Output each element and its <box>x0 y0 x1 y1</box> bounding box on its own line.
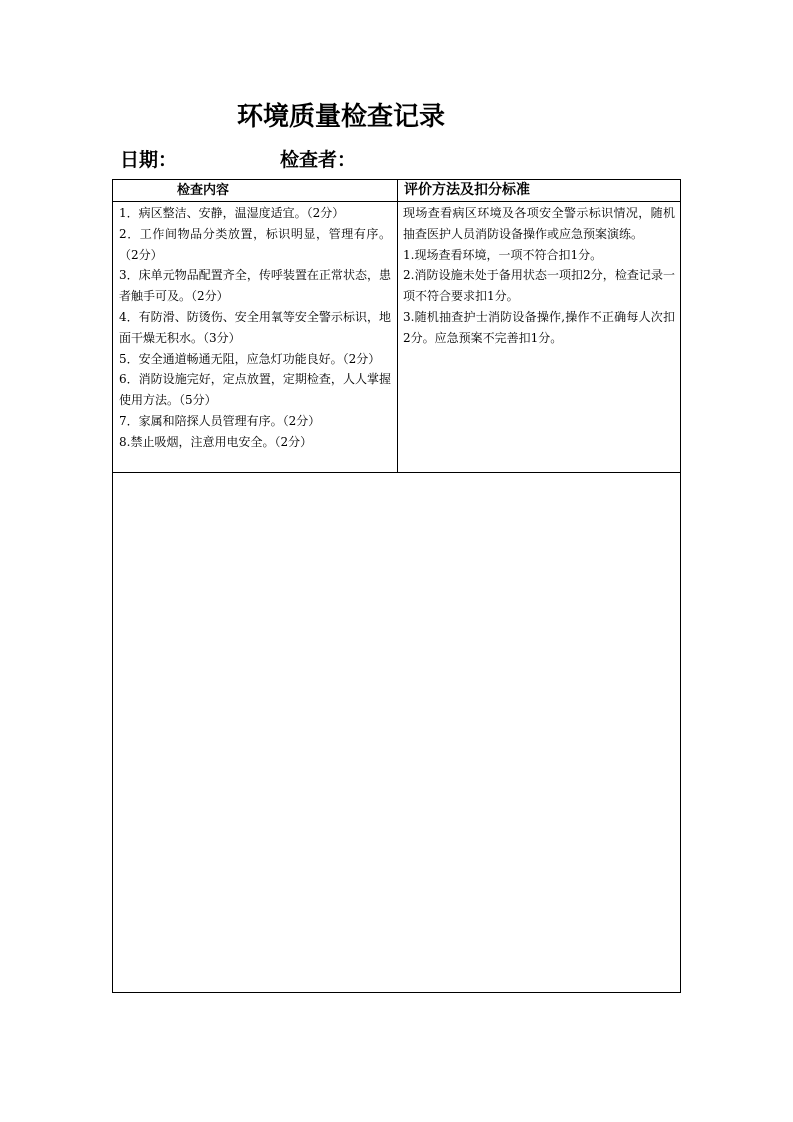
criteria-item: 3.随机抽查护士消防设备操作,操作不正确每人次扣2分。应急预案不完善扣1分。 <box>403 309 675 345</box>
content-item: 1．病区整洁、安静，温湿度适宜。（2分） <box>119 206 345 220</box>
blank-record-area <box>113 473 680 992</box>
header-criteria: 评价方法及扣分标准 <box>404 182 530 198</box>
criteria-item: 现场查看病区环境及各项安全警示标识情况，随机抽查医护人员消防设备操作或应急预案演练。 <box>403 206 675 241</box>
content-item: 8.禁止吸烟，注意用电安全。（2分） <box>119 434 313 449</box>
criteria-item: 1.现场查看环境，一项不符合扣1分。 <box>403 247 603 262</box>
content-cell <box>119 203 391 453</box>
inspection-table <box>112 179 681 993</box>
content-item: 6．消防设施完好，定点放置，定期检查，人人掌握使用方法。（5分） <box>119 372 391 408</box>
document-title: 环境质量检查记录 <box>237 102 446 132</box>
date-label: 日期： <box>120 149 178 171</box>
content-item: 4．有防滑、防烫伤、安全用氧等安全警示标识，地面干燥无积水。（3分） <box>119 309 391 345</box>
criteria-cell <box>403 203 675 349</box>
content-item: 3．床单元物品配置齐全，传呼装置在正常状态，患者触手可及。（2分） <box>119 268 391 304</box>
content-item: 7．家属和陪探人员管理有序。（2分） <box>119 413 321 428</box>
header-content: 检查内容 <box>177 183 230 198</box>
inspector-label: 检查者： <box>280 149 357 171</box>
content-item: 5．安全通道畅通无阻，应急灯功能良好。（2分） <box>119 351 381 366</box>
criteria-item: 2.消防设施未处于备用状态一项扣2分，检查记录一项不符合要求扣1分。 <box>403 268 675 304</box>
column-divider <box>397 180 398 472</box>
content-item: 2．工作间物品分类放置，标识明显，管理有序。（2分） <box>119 226 391 262</box>
